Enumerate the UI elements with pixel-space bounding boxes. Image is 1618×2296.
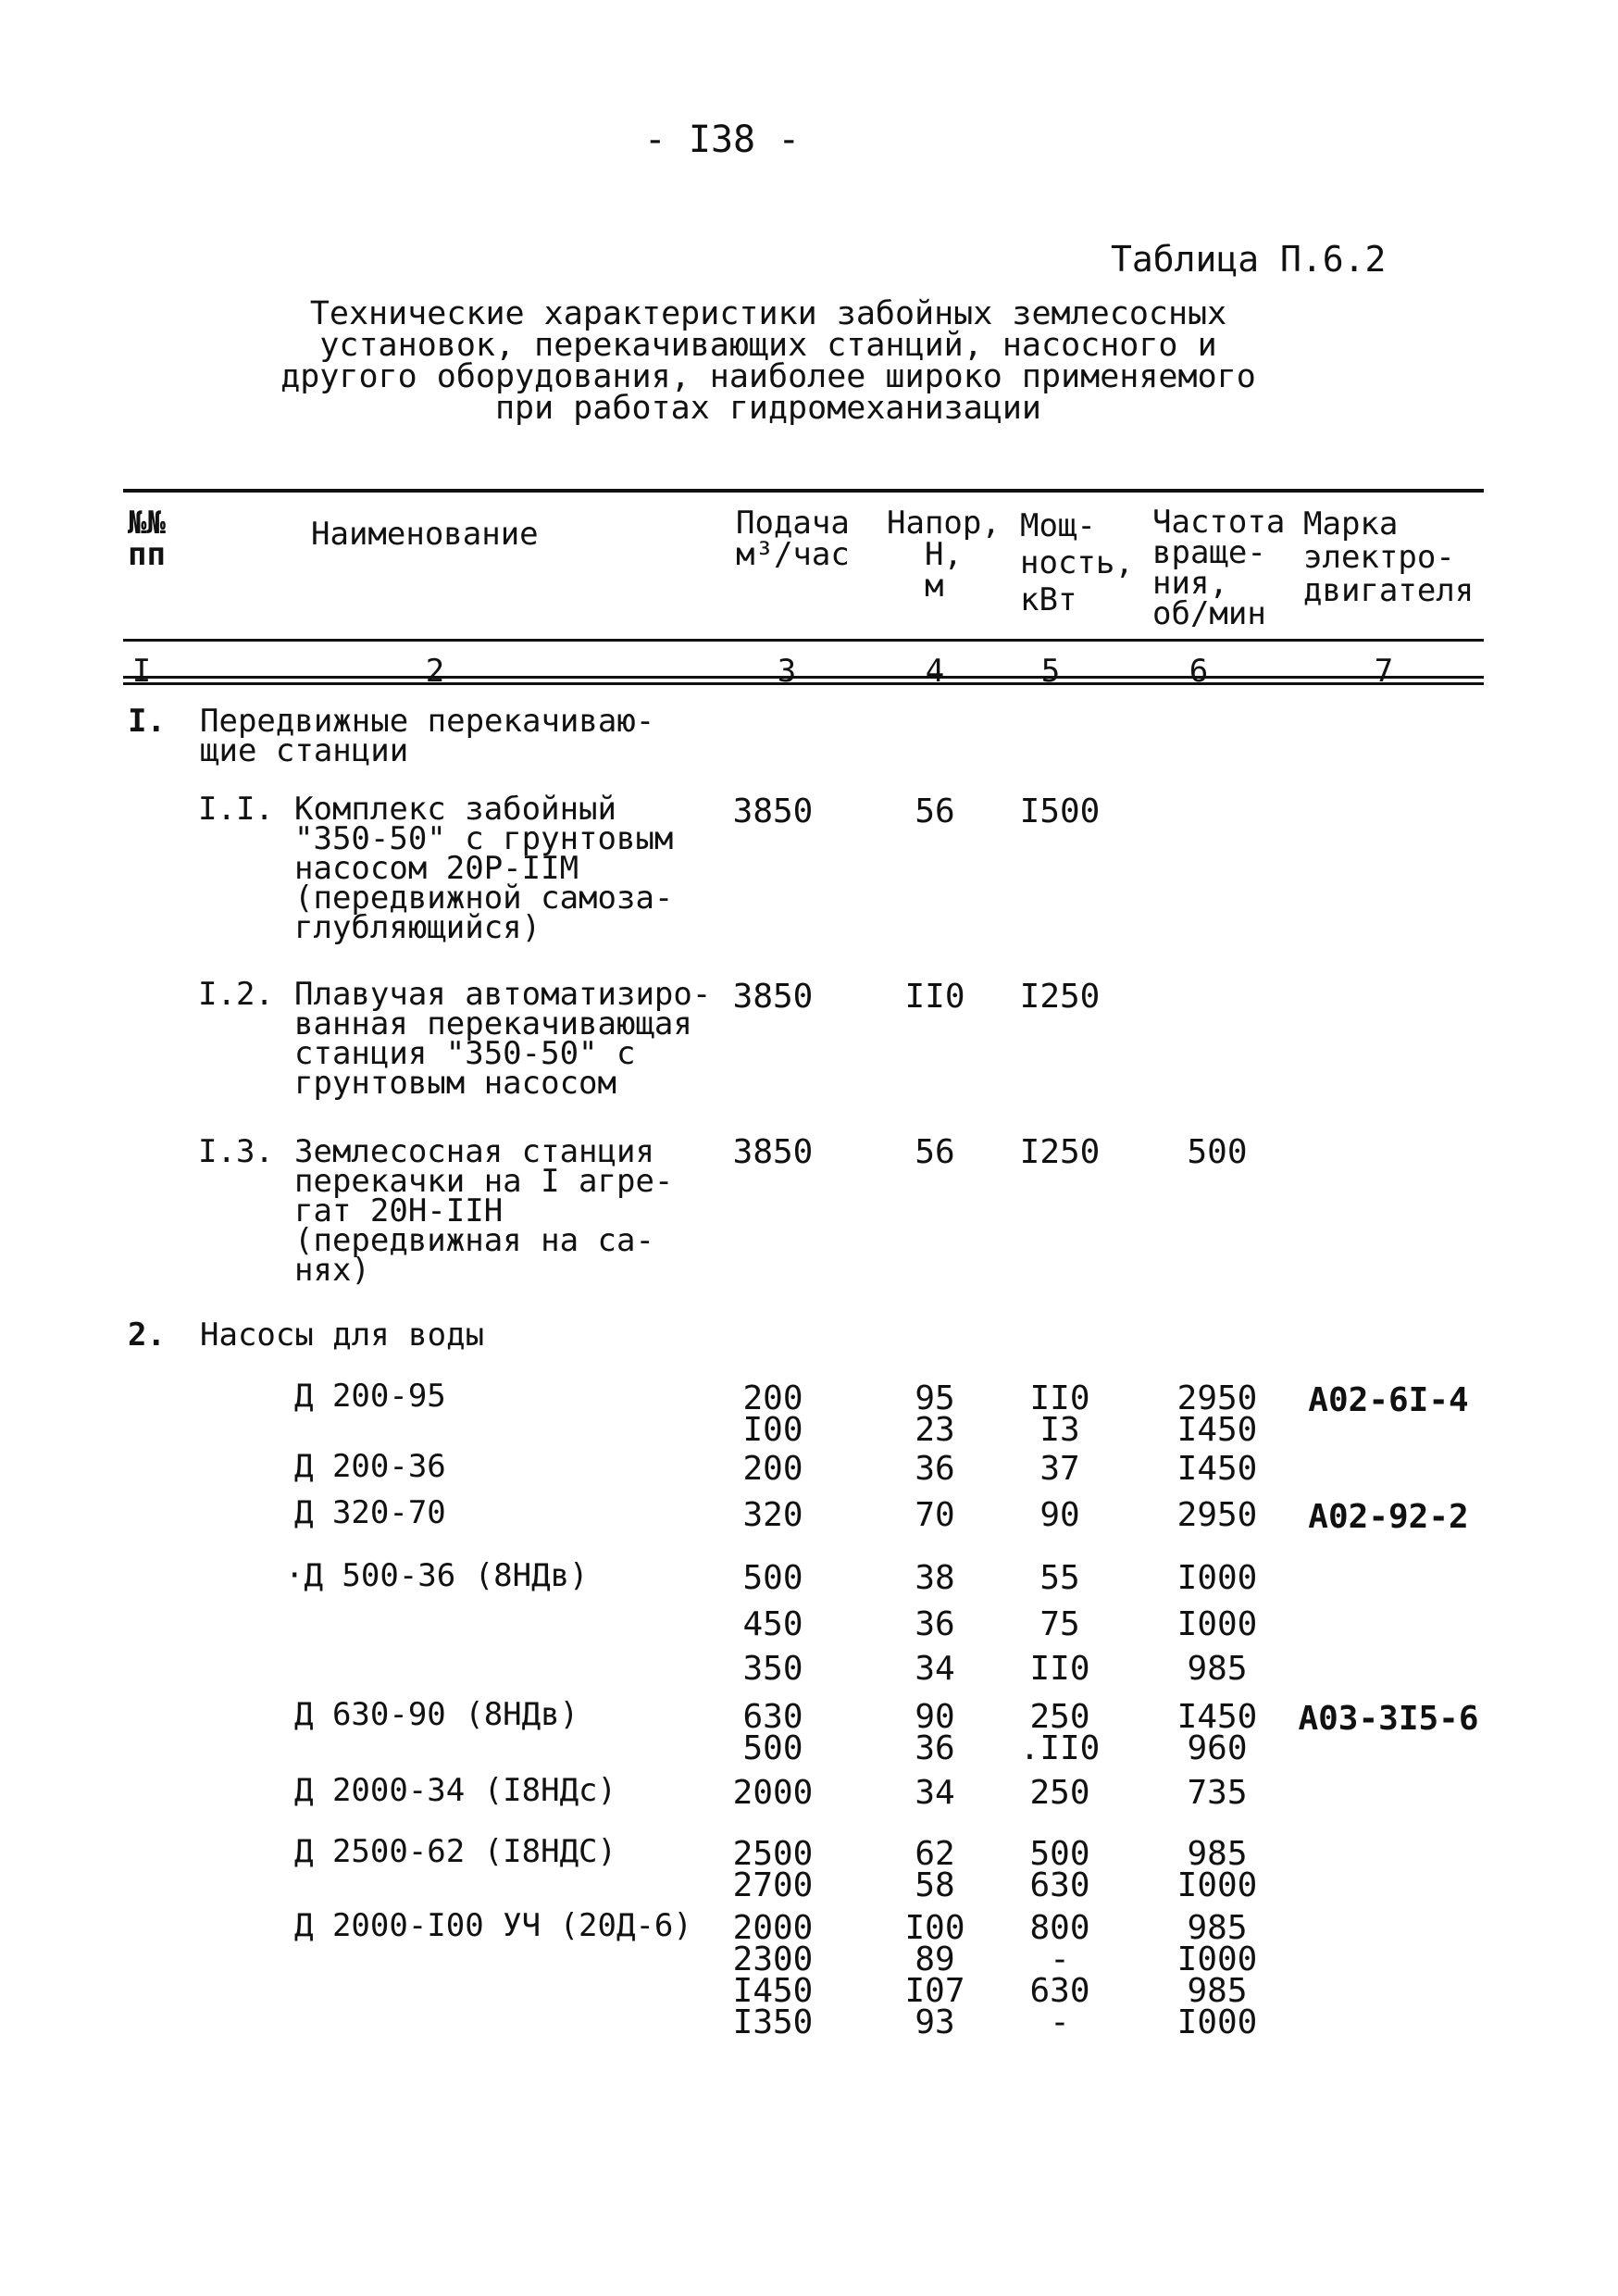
pump-name: Д 200-36	[294, 1448, 446, 1485]
pump-name: Д 320-70	[294, 1494, 446, 1531]
head-value: 62 58	[915, 1835, 955, 1904]
section-name: Передвижные перекачиваю- щие станции	[200, 703, 655, 769]
power-value: I500	[1019, 792, 1101, 830]
row-name: Землесосная станция перекачки на I агре- гат 20Н-IIН (передвижная на са- нях)	[294, 1133, 674, 1289]
speed-value: 2950	[1176, 1496, 1258, 1534]
speed-value: 500	[1187, 1133, 1248, 1171]
power-value: 90	[1039, 1496, 1080, 1534]
motor-value: А03-3I5-6	[1298, 1700, 1479, 1738]
speed-value: 985 I000	[1176, 1835, 1258, 1904]
column-number: 5	[1040, 653, 1061, 690]
speed-value: I450 960	[1176, 1698, 1258, 1767]
flow-value: 200 I00	[742, 1379, 803, 1449]
table-label: Таблица П.6.2	[1111, 239, 1387, 280]
head-value: 36	[915, 1605, 955, 1643]
header-flow: Подача м³/час	[736, 505, 850, 573]
flow-value: 450	[742, 1605, 803, 1643]
power-value: 37	[1039, 1450, 1080, 1488]
speed-value: 985 I000 985 I000	[1176, 1909, 1258, 2041]
header-speed: Частота враще- ния, об/мин	[1152, 504, 1286, 632]
header-num: №№ пп	[128, 505, 166, 573]
head-value: 95 23	[915, 1379, 955, 1449]
flow-value: 3850	[732, 978, 814, 1016]
header-bottom-rule	[123, 639, 1484, 642]
power-value: 55	[1039, 1559, 1080, 1597]
column-number: I	[131, 653, 152, 690]
power-value: II0 I3	[1029, 1379, 1090, 1449]
flow-value: 3850	[732, 1133, 814, 1171]
head-value: 34	[915, 1650, 955, 1688]
column-number: 2	[425, 653, 445, 690]
flow-value: 3850	[732, 792, 814, 830]
flow-value: 2500 2700	[732, 1835, 814, 1904]
flow-value: 200	[742, 1450, 803, 1488]
power-value: 250	[1029, 1774, 1090, 1812]
head-value: 70	[915, 1496, 955, 1534]
power-value: 75	[1039, 1605, 1080, 1643]
head-value: 36	[915, 1450, 955, 1488]
row-number: I.I.	[198, 791, 274, 828]
section-number: I.	[128, 703, 166, 740]
pump-name: Д 2500-62 (I8НДС)	[294, 1833, 616, 1870]
column-number: 4	[925, 653, 945, 690]
head-value: 90 36	[915, 1698, 955, 1767]
speed-value: 2950 I450	[1176, 1379, 1258, 1449]
pump-name: ·Д 500-36 (8НДв)	[285, 1557, 589, 1594]
power-value: I250	[1019, 978, 1101, 1016]
flow-value: 2000 2300 I450 I350	[732, 1909, 814, 2041]
flow-value: 2000	[732, 1774, 814, 1812]
head-value: II0	[904, 978, 965, 1016]
header-power: Мощ- ность, кВт	[1020, 507, 1134, 618]
row-number: I.3.	[198, 1133, 274, 1170]
speed-value: I450	[1176, 1450, 1258, 1488]
pump-name: Д 2000-I00 УЧ (20Д-6)	[294, 1907, 692, 1944]
header-top-rule	[123, 489, 1484, 493]
head-value: 38	[915, 1559, 955, 1597]
power-value: II0	[1029, 1650, 1090, 1688]
speed-value: I000	[1176, 1559, 1258, 1597]
header-head: Напор, Н, м	[887, 505, 1001, 605]
flow-value: 320	[742, 1496, 803, 1534]
power-value: 500 630	[1029, 1835, 1090, 1904]
header-name: Наименование	[311, 516, 539, 553]
pump-name: Д 630-90 (8НДв)	[294, 1696, 579, 1733]
head-value: I00 89 I07 93	[904, 1909, 965, 2041]
row-number: I.2.	[198, 976, 274, 1013]
speed-value: 735	[1187, 1774, 1248, 1812]
header-motor: Марка электро- двигателя	[1303, 505, 1475, 609]
pump-name: Д 2000-34 (I8НДс)	[294, 1772, 616, 1809]
page-number: - I38 -	[643, 119, 801, 161]
section-number: 2.	[128, 1316, 166, 1354]
head-value: 56	[915, 1133, 955, 1171]
flow-value: 350	[742, 1650, 803, 1688]
power-value: 800 - 630 -	[1029, 1909, 1090, 2041]
head-value: 56	[915, 792, 955, 830]
section-name: Насосы для воды	[200, 1316, 485, 1354]
flow-value: 500	[742, 1559, 803, 1597]
table-title: Технические характеристики забойных землесосных установок, перекачивающих станций, насосного и другого оборудования, наиболее широко применяемого при работах гидромеханизации	[280, 295, 1256, 427]
flow-value: 630 500	[742, 1698, 803, 1767]
speed-value: I000	[1176, 1605, 1258, 1643]
row-name: Комплекс забойный "350-50" с грунтовым насосом 20Р-IIМ (передвижной самоза- глубляющийся)	[294, 791, 674, 946]
power-value: I250	[1019, 1133, 1101, 1171]
motor-value: А02-6I-4	[1308, 1381, 1469, 1419]
speed-value: 985	[1187, 1650, 1248, 1688]
pump-name: Д 200-95	[294, 1378, 446, 1415]
column-number: 3	[777, 653, 797, 690]
head-value: 34	[915, 1774, 955, 1812]
motor-value: А02-92-2	[1308, 1498, 1469, 1536]
row-name: Плавучая автоматизиро- ванная перекачивающая станция "350-50" с грунтовым насосом	[294, 976, 712, 1102]
power-value: 250 .II0	[1019, 1698, 1101, 1767]
column-number: 7	[1374, 653, 1394, 690]
column-number: 6	[1189, 653, 1209, 690]
